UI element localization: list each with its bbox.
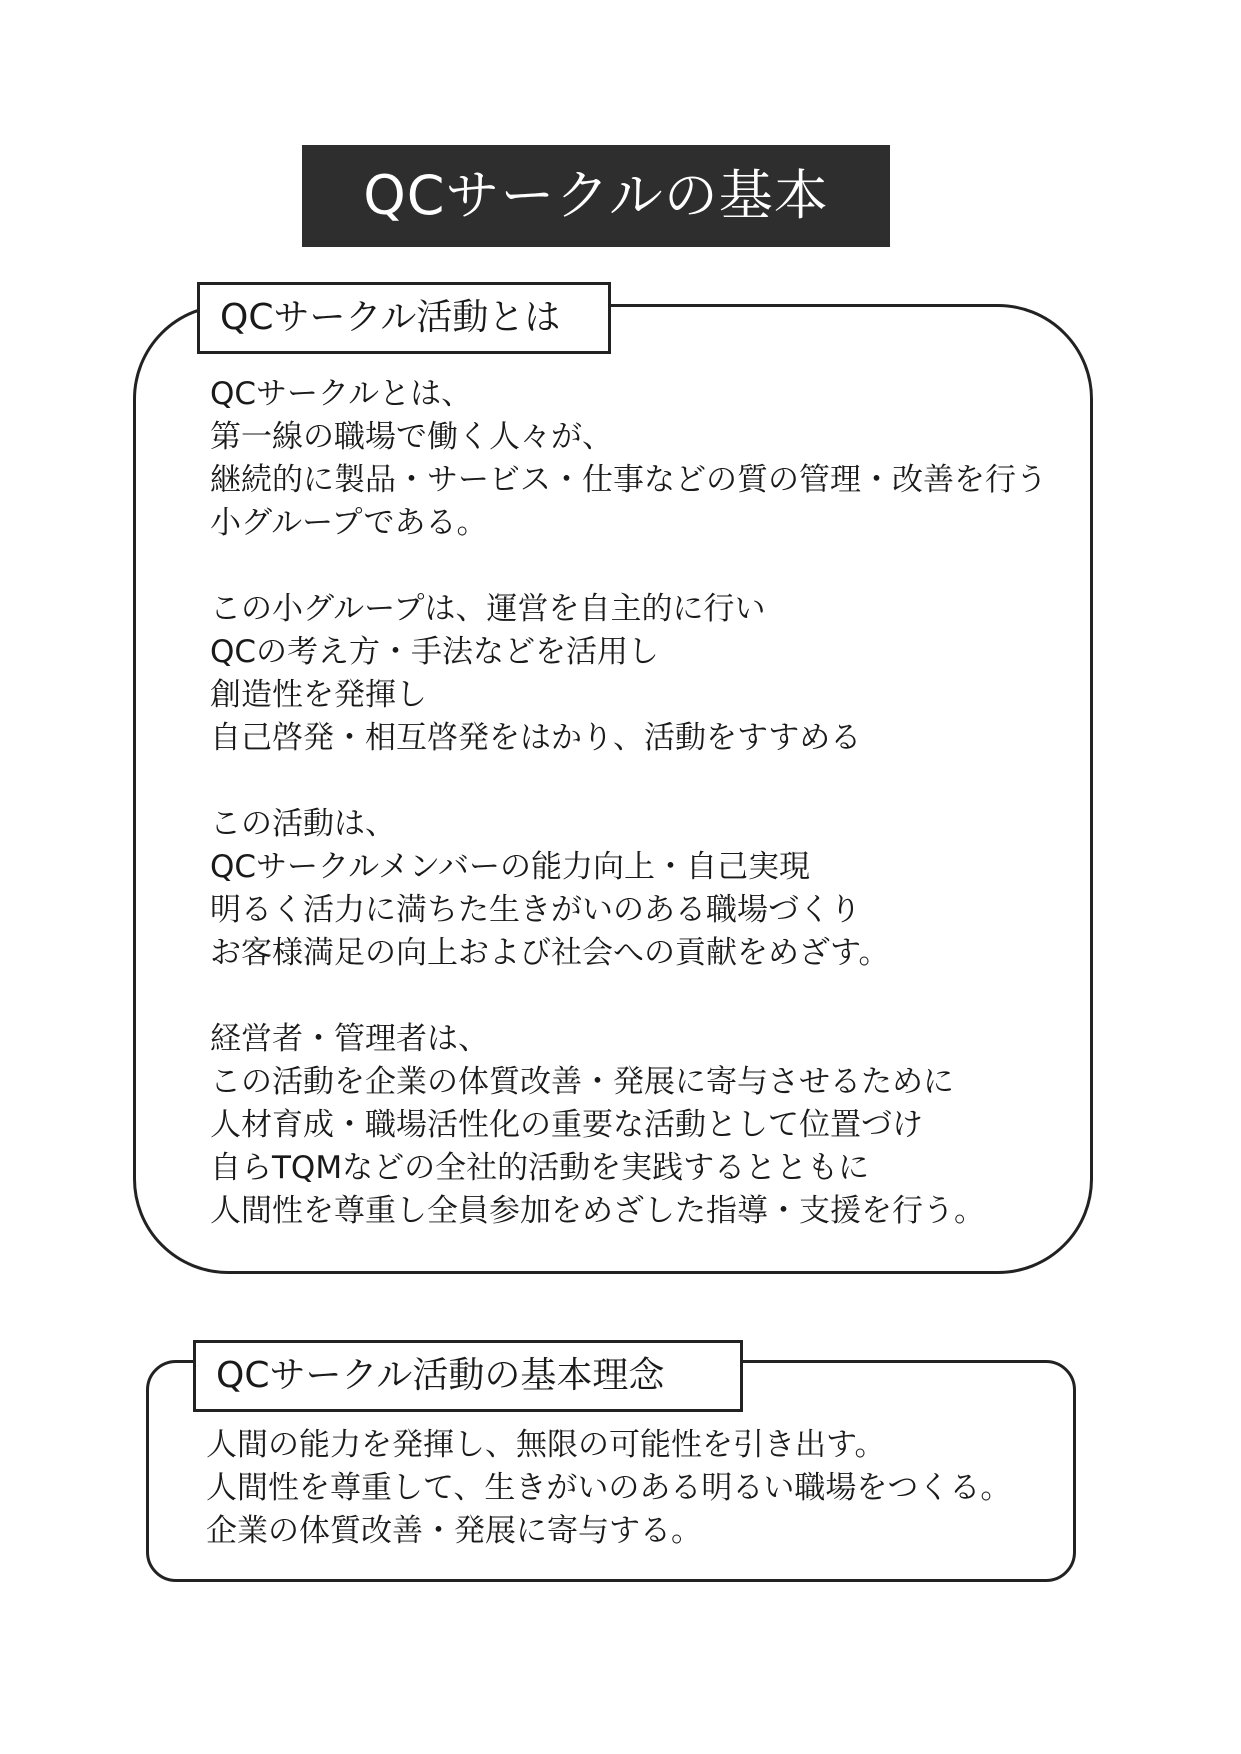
paragraph-definition (210, 373, 1047, 545)
section-philosophy-heading: QCサークル活動の基本理念 (193, 1340, 743, 1412)
text-line: この活動は、 (210, 806, 396, 842)
text-line: 明るく活力に満ちた生きがいのある職場づくり (210, 892, 861, 928)
section-about-body (210, 373, 1047, 1276)
page-title: QCサークルの基本 (302, 145, 890, 247)
text-line: この小グループは、運営を自主的に行い (210, 591, 766, 627)
text-line: 人間性を尊重して、生きがいのある明るい職場をつくる。 (206, 1470, 1012, 1506)
text-line: 第一線の職場で働く人々が、 (210, 419, 613, 455)
text-line: 人間の能力を発揮し、無限の可能性を引き出す。 (206, 1427, 886, 1463)
section-philosophy-body (206, 1424, 1011, 1553)
text-line: QCサークルメンバーの能力向上・自己実現 (210, 849, 811, 885)
text-line: お客様満足の向上および社会への貢献をめざす。 (210, 935, 890, 971)
paragraph-goals (210, 803, 1047, 975)
text-line: QCサークルとは、 (210, 376, 473, 412)
paragraph-management (210, 1018, 1047, 1233)
paragraph-operation (210, 588, 1047, 760)
text-line: 継続的に製品・サービス・仕事などの質の管理・改善を行う (210, 462, 1047, 498)
text-line: 人材育成・職場活性化の重要な活動として位置づけ (210, 1107, 923, 1143)
text-line: この活動を企業の体質改善・発展に寄与させるために (210, 1064, 954, 1100)
text-line: 創造性を発揮し (210, 677, 427, 713)
text-line: 人間性を尊重し全員参加をめざした指導・支援を行う。 (210, 1193, 985, 1229)
text-line: QCの考え方・手法などを活用し (210, 634, 660, 670)
text-line: 小グループである。 (210, 505, 488, 541)
text-line: 経営者・管理者は、 (210, 1021, 489, 1057)
text-line: 企業の体質改善・発展に寄与する。 (206, 1513, 702, 1549)
text-line: 自らTQMなどの全社的活動を実践するとともに (210, 1150, 870, 1186)
text-line: 自己啓発・相互啓発をはかり、活動をすすめる (210, 720, 862, 756)
section-about-heading: QCサークル活動とは (197, 282, 611, 354)
